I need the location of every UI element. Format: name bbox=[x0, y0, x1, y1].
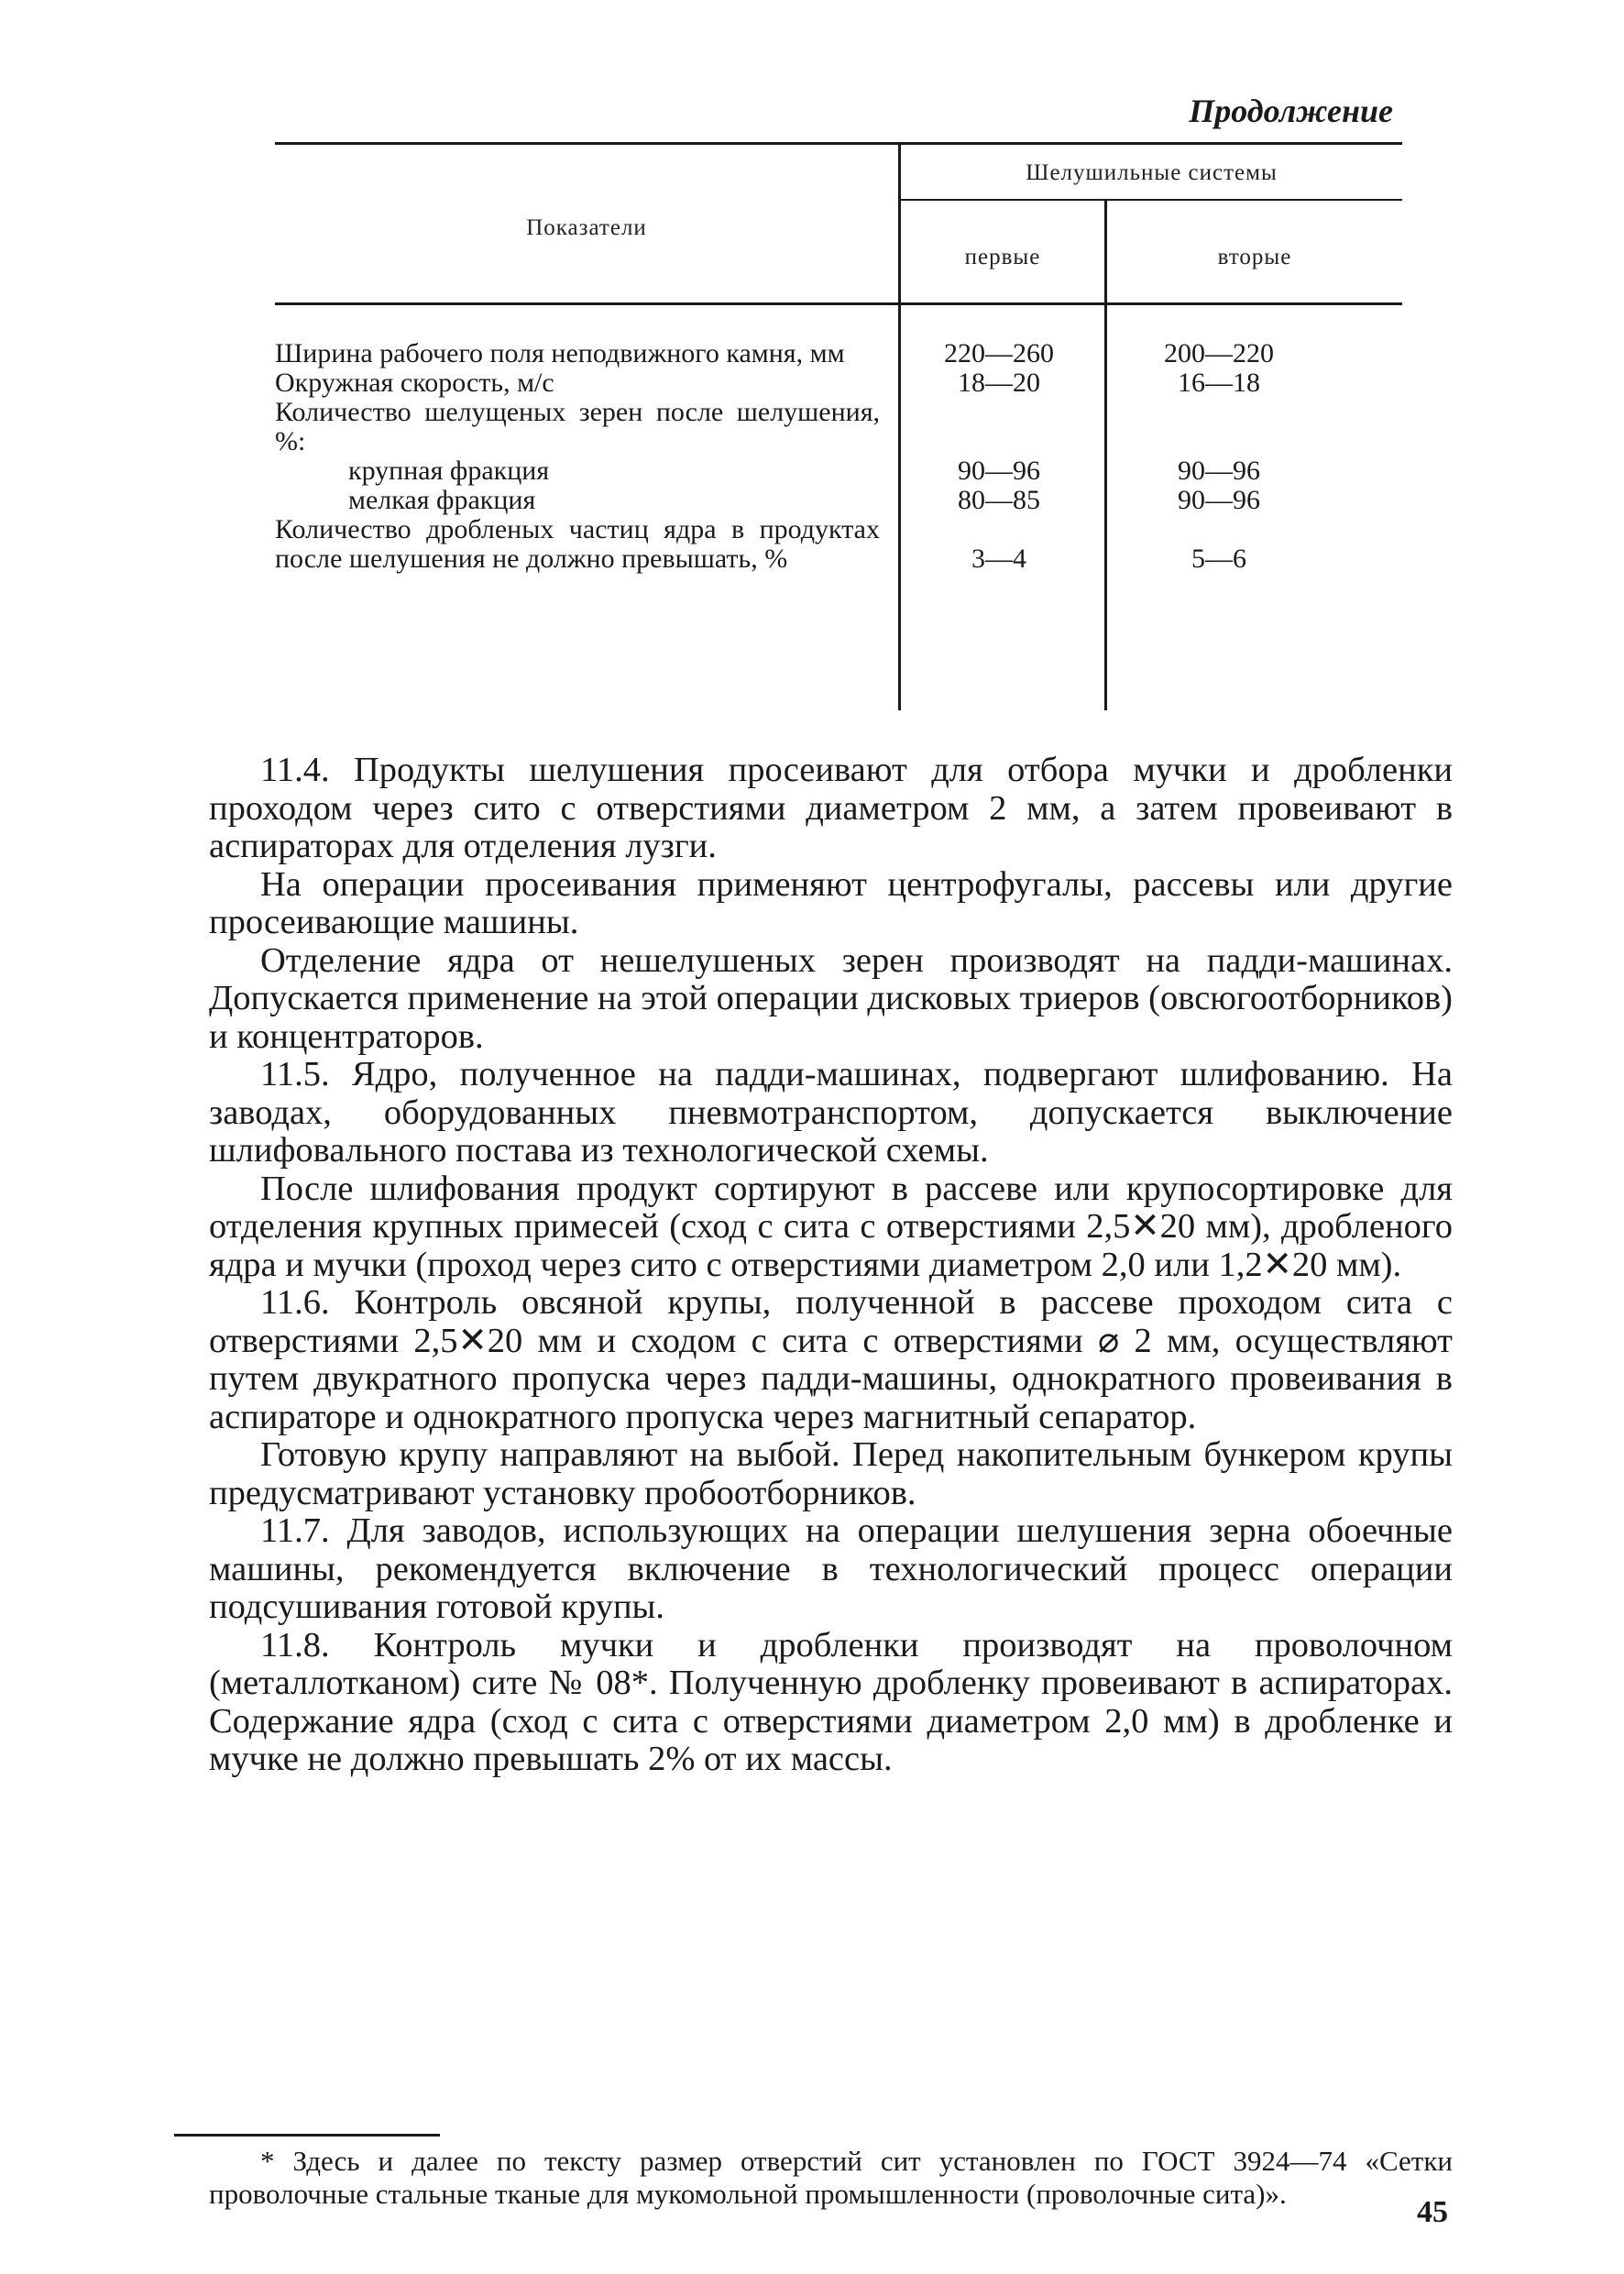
table-row: Количество дробленых частиц ядра в продуктах после шелушения не должно превышать, % 3—4 5—6 bbox=[275, 514, 1246, 574]
table-row: Ширина рабочего поля неподвижного камня, мм 220—260 200—220 bbox=[275, 338, 1274, 368]
header-indicators: Показатели bbox=[526, 215, 647, 240]
table-top-rule bbox=[275, 142, 1402, 145]
footnote: * Здесь и далее по тексту размер отверстий сит установлен по ГОСТ 3924—74 «Сетки проволочные стальные тканые для мукомольной промышленности (проволочные сита)». bbox=[209, 2145, 1453, 2210]
paragraph-11-5: 11.5. Ядро, полученное на падди-машинах, подвергают шлифованию. На заводах, оборудованных пневмотранспортом, допускается выключение шлифовального постава из технологической схемы. bbox=[209, 1055, 1453, 1170]
table-body bbox=[275, 339, 1402, 574]
header-hulling-systems: Шелушильные системы bbox=[1026, 160, 1278, 185]
paragraph-sorting: После шлифования продукт сортируют в рассеве или крупосортировке для отделения крупных примесей (сход с сита с отверстиями 2,5✕20 мм), дробленого ядра и мучки (проход через сито с отверстиями диаметром 2,0 или 1,2✕20 мм). bbox=[209, 1169, 1453, 1284]
paragraph-sifting: На операции просеивания применяют центрофугалы, рассевы или другие просеивающие машины. bbox=[209, 864, 1453, 941]
paragraph-kernel-separation: Отделение ядра от нешелушеных зерен производят на падди-машинах. Допускается применение на этой операции дисковых триеров (овсюгоотборников) и концентраторов. bbox=[209, 940, 1453, 1056]
header-bottom-rule bbox=[275, 302, 1402, 305]
paragraph-11-8: 11.8. Контроль мучки и дробленки производят на проволочном (металлотканом) сите № 08*. Полученную дробленку провеивают в аспираторах. Содержание ядра (сход с сита с отверстиями диаметром 2,0 мм) в дробленке и мучке не должно превышать 2% от их массы. bbox=[209, 1625, 1453, 1778]
body-text bbox=[209, 752, 1453, 1779]
footnote-rule bbox=[174, 2134, 440, 2137]
paragraph-11-7: 11.7. Для заводов, использующих на операции шелушения зерна обоечные машины, рекомендуется включение в технологический процесс операции подсушивания готовой крупы. bbox=[209, 1511, 1453, 1626]
paragraph-packing: Готовую крупу направляют на выбой. Перед накопительным бункером крупы предусматривают установку пробоотборников. bbox=[209, 1435, 1453, 1512]
header-second: вторые bbox=[1217, 245, 1292, 269]
page-number: 45 bbox=[1417, 2195, 1448, 2229]
table-row: Количество шелущеных зерен после шелушения, %: bbox=[275, 397, 880, 456]
paragraph-11-6: 11.6. Контроль овсяной крупы, полученной в рассеве проходом сита с отверстиями 2,5✕20 мм и сходом с сита с отверстиями ⌀ 2 мм, осуществляют путем двукратного пропуска через падди-машины, однократного провеивания в аспираторе и однократного пропуска через магнитный сепаратор. bbox=[209, 1283, 1453, 1436]
table-row: крупная фракция 90—96 90—96 bbox=[348, 456, 1260, 486]
table-row: мелкая фракция 80—85 90—96 bbox=[348, 485, 1260, 515]
indicators-table bbox=[275, 142, 1402, 710]
header-first: первые bbox=[964, 245, 1041, 269]
table-row: Окружная скорость, м/с 18—20 16—18 bbox=[275, 368, 1260, 398]
continuation-label: Продолжение bbox=[1189, 93, 1393, 129]
paragraph-11-4: 11.4. Продукты шелушения просеивают для отбора мучки и дробленки проходом через сито с отверстиями диаметром 2 мм, а затем провеивают в аспираторах для отделения лузги. bbox=[209, 751, 1453, 865]
group-header-rule bbox=[898, 199, 1402, 201]
